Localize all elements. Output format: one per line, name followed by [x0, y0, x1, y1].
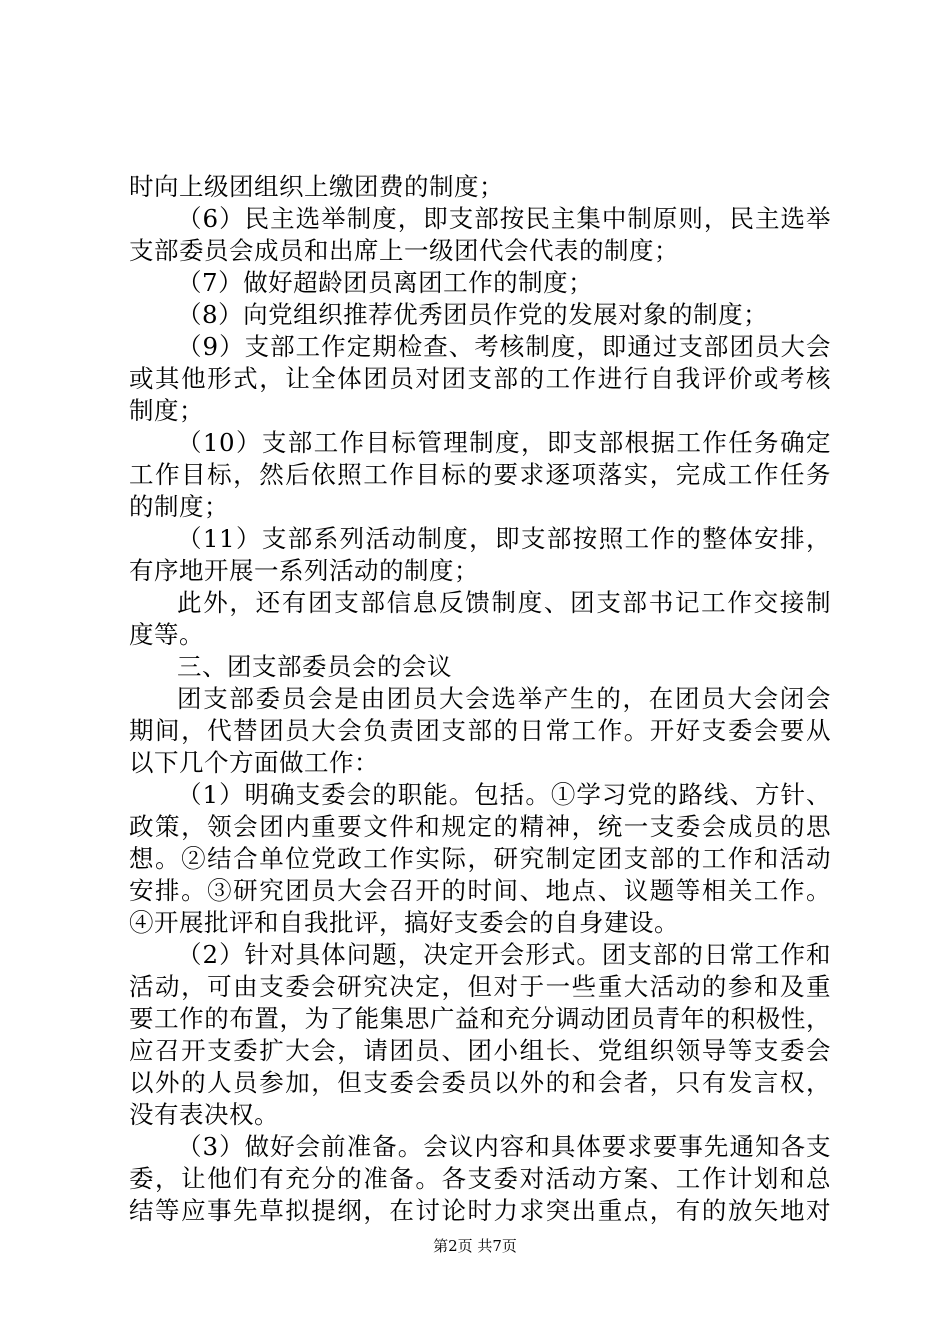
page-footer: 第2页 共7页	[433, 1237, 517, 1255]
text-line: 的制度；	[129, 492, 229, 521]
text-line: 要工作的布置，为了能集思广益和充分调动团员青年的积极性，	[129, 1004, 831, 1033]
text-line: （2）针对具体问题，决定开会形式。团支部的日常工作和	[177, 940, 831, 969]
text-line: 工作目标，然后依照工作目标的要求逐项落实，完成工作任务	[129, 460, 831, 489]
text-line: 以外的人员参加，但支委会委员以外的和会者，只有发言权，	[129, 1068, 831, 1097]
text-line: 活动，可由支委会研究决定，但对于一些重大活动的参和及重	[129, 972, 831, 1001]
text-line: 以下几个方面做工作：	[129, 748, 379, 777]
document-body	[129, 171, 831, 1227]
text-line: 结等应事先草拟提纲，在讨论时力求突出重点，有的放矢地对	[129, 1196, 831, 1225]
text-line: 此外，还有团支部信息反馈制度、团支部书记工作交接制	[177, 588, 831, 617]
text-line: 团支部委员会是由团员大会选举产生的，在团员大会闭会	[177, 684, 831, 713]
text-line: 度等。	[129, 620, 204, 649]
text-line: 政策，领会团内重要文件和规定的精神，统一支委会成员的思	[129, 812, 831, 841]
text-line: 制度；	[129, 396, 204, 425]
text-line: 委，让他们有充分的准备。各支委对活动方案、工作计划和总	[129, 1164, 831, 1193]
text-line: 期间，代替团员大会负责团支部的日常工作。开好支委会要从	[129, 716, 831, 745]
text-line: 想。②结合单位党政工作实际，研究制定团支部的工作和活动	[129, 844, 831, 873]
text-line: （3）做好会前准备。会议内容和具体要求要事先通知各支	[177, 1132, 831, 1161]
text-line: 没有表决权。	[129, 1100, 279, 1129]
text-line: 三、团支部委员会的会议	[177, 652, 452, 681]
text-line: （1）明确支委会的职能。包括。①学习党的路线、方针、	[177, 780, 831, 809]
text-line: 应召开支委扩大会，请团员、团小组长、党组织领导等支委会	[129, 1036, 831, 1065]
text-line: （7）做好超龄团员离团工作的制度；	[177, 268, 594, 297]
text-line: ④开展批评和自我批评，搞好支委会的自身建设。	[129, 908, 679, 937]
text-line: 时向上级团组织上缴团费的制度；	[129, 172, 504, 201]
text-line: （10）支部工作目标管理制度，即支部根据工作任务确定	[177, 428, 831, 457]
text-line: 有序地开展一系列活动的制度；	[129, 556, 479, 585]
text-line: （6）民主选举制度，即支部按民主集中制原则，民主选举	[177, 204, 831, 233]
text-line: 安排。③研究团员大会召开的时间、地点、议题等相关工作。	[129, 876, 831, 905]
text-line: （11）支部系列活动制度，即支部按照工作的整体安排，	[177, 524, 831, 553]
text-line: 或其他形式，让全体团员对团支部的工作进行自我评价或考核	[129, 364, 831, 393]
text-line: 支部委员会成员和出席上一级团代会代表的制度；	[129, 236, 679, 265]
text-line: （9）支部工作定期检查、考核制度，即通过支部团员大会	[177, 332, 831, 361]
text-line: （8）向党组织推荐优秀团员作党的发展对象的制度；	[177, 300, 769, 329]
